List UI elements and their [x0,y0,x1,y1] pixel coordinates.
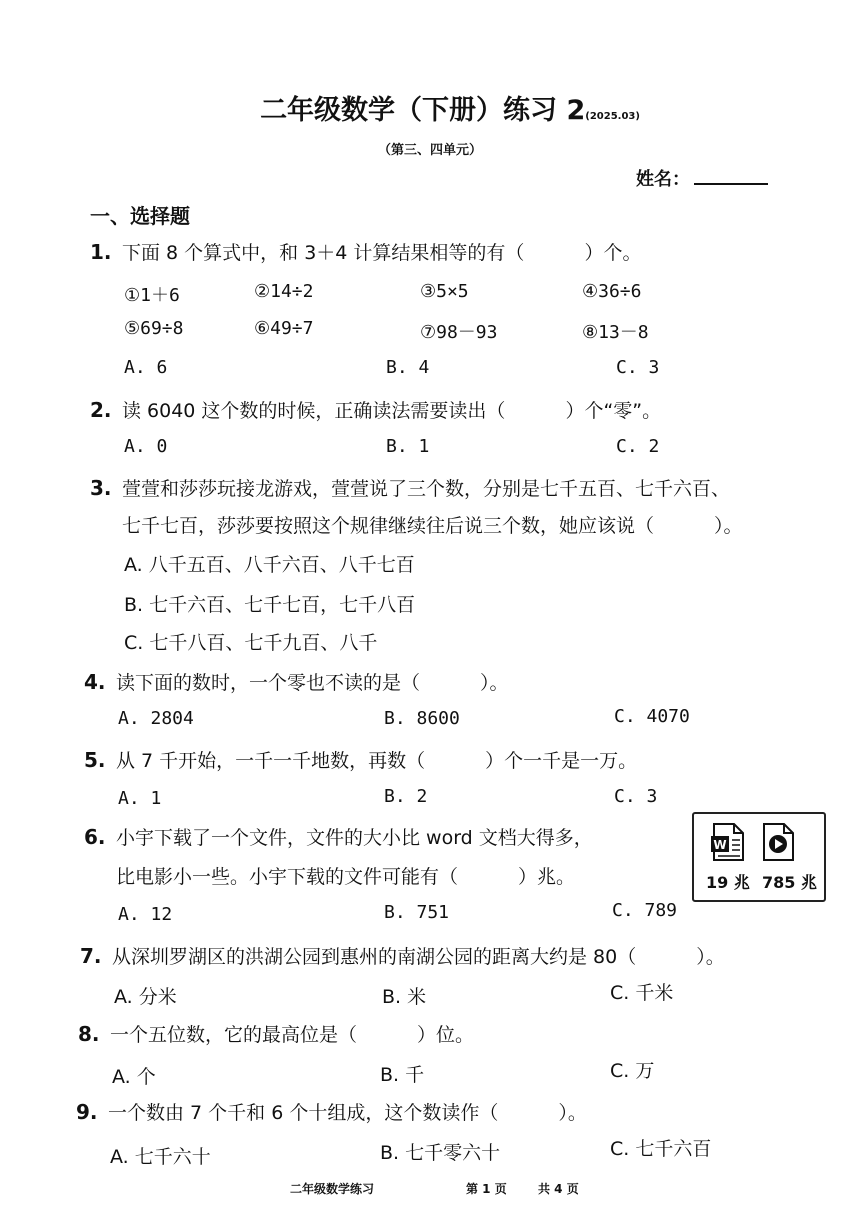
footer-total-pages: 共 4 页 [538,1182,579,1196]
footer-title: 二年级数学练习 [290,1182,375,1196]
question-6-line2 [116,862,575,889]
question-number: 1. [90,240,112,264]
question-7 [80,942,725,969]
option-b[interactable]: B. 8600 [384,708,460,729]
option-b[interactable]: B. 4 [386,357,430,378]
question-text: 比电影小一些。小宇下载的文件可能有（ [116,866,459,888]
expression-5: ⑤69÷8 [124,318,184,339]
option-a[interactable]: A. 0 [124,436,168,457]
option-b[interactable]: B. 七千六百、七千七百，七千八百 [124,594,416,616]
question-text: 一个数由 7 个千和 6 个十组成，这个数读作（ [108,1102,499,1124]
option-c[interactable]: C. 2 [616,436,660,457]
question-text: 下面 8 个算式中，和 3＋4 计算结果相等的有（ [122,242,525,264]
expression-7: ⑦98－93 [420,322,498,343]
option-c[interactable]: C. 七千八百、七千九百、八千 [124,632,378,654]
question-number: 6. [84,825,106,849]
page-subtitle: （第三、四单元） [377,143,482,158]
question-number: 5. [84,748,106,772]
option-c[interactable]: C. 万 [610,1060,655,1082]
title-date: (2025.03) [585,111,640,122]
name-blank-line[interactable] [694,183,768,185]
question-4 [84,668,509,695]
word-file-size: 19 兆 [706,873,750,892]
option-a[interactable]: A. 12 [118,904,173,925]
question-text: 从 7 千开始，一千一千地数，再数（ [116,750,426,772]
option-b[interactable]: B. 1 [386,436,430,457]
expression-3: ③5×5 [420,281,469,302]
question-number: 4. [84,670,106,694]
question-3 [90,474,730,501]
question-text-end: ）。 [558,1102,587,1124]
option-b[interactable]: B. 751 [384,902,450,923]
question-text-end: ）。 [480,672,509,694]
question-5 [84,746,637,773]
question-text: 小宇下载了一个文件，文件的大小比 word 文档大得多， [116,827,593,849]
option-c[interactable]: C. 七千六百 [610,1138,712,1160]
question-text: 萱萱和莎莎玩接龙游戏，萱萱说了三个数，分别是七千五百、七千六百、 [122,478,731,500]
question-text: 七千七百，莎莎要按照这个规律继续往后说三个数，她应该说（ [122,515,655,537]
question-text-end: ）个“零”。 [565,400,662,422]
question-text-end: ）。 [696,946,725,968]
question-number: 8. [78,1022,100,1046]
question-text-end: ）兆。 [518,866,576,888]
question-text-end: ）个一千是一万。 [485,750,638,772]
option-a[interactable]: A. 1 [118,788,162,809]
question-text-end: ）个。 [584,242,642,264]
option-a[interactable]: A. 分米 [114,986,177,1008]
question-9 [76,1098,587,1125]
footer-page-number: 第 1 页 [466,1182,507,1196]
question-number: 2. [90,398,112,422]
expression-6: ⑥49÷7 [254,318,314,339]
question-text-end: ）位。 [417,1024,475,1046]
question-number: 9. [76,1100,98,1124]
option-c[interactable]: C. 3 [616,357,660,378]
option-a[interactable]: A. 八千五百、八千六百、八千七百 [124,554,415,576]
question-text: 从深圳罗湖区的洪湖公园到惠州的南湖公园的距离大约是 80（ [112,946,637,968]
file-size-box [692,812,826,902]
svg-text:W: W [713,838,727,852]
option-b[interactable]: B. 千 [380,1064,425,1086]
movie-file-size: 785 兆 [762,873,817,892]
question-1 [90,238,641,265]
expression-2: ②14÷2 [254,281,314,302]
expression-8: ⑧13－8 [582,322,649,343]
option-c[interactable]: C. 千米 [610,982,674,1004]
question-number: 7. [80,944,102,968]
page-title [0,88,860,127]
question-text: 读下面的数时，一个零也不读的是（ [116,672,421,694]
word-document-icon [710,822,746,866]
question-2 [90,396,661,423]
option-a[interactable]: A. 个 [112,1066,156,1088]
option-a[interactable]: A. 6 [124,357,168,378]
option-b[interactable]: B. 2 [384,786,428,807]
question-8 [78,1020,474,1047]
name-label: 姓名： [636,169,690,190]
option-c[interactable]: C. 4070 [614,706,690,727]
question-number: 3. [90,476,112,500]
option-a[interactable]: A. 七千六十 [110,1146,211,1168]
expression-4: ④36÷6 [582,281,642,302]
question-3-line2 [122,511,743,538]
question-6 [84,823,593,850]
expression-1: ①1＋6 [124,285,180,306]
option-b[interactable]: B. 七千零六十 [380,1142,501,1164]
video-file-icon [760,822,796,866]
option-a[interactable]: A. 2804 [118,708,194,729]
title-text: 二年级数学（下册）练习 2 [260,95,586,126]
question-text-end: ）。 [714,515,743,537]
question-text: 一个五位数，它的最高位是（ [110,1024,358,1046]
option-b[interactable]: B. 米 [382,986,427,1008]
option-c[interactable]: C. 3 [614,786,658,807]
question-text: 读 6040 这个数的时候，正确读法需要读出（ [122,400,506,422]
option-c[interactable]: C. 789 [612,900,678,921]
section-heading: 一、选择题 [90,204,190,228]
